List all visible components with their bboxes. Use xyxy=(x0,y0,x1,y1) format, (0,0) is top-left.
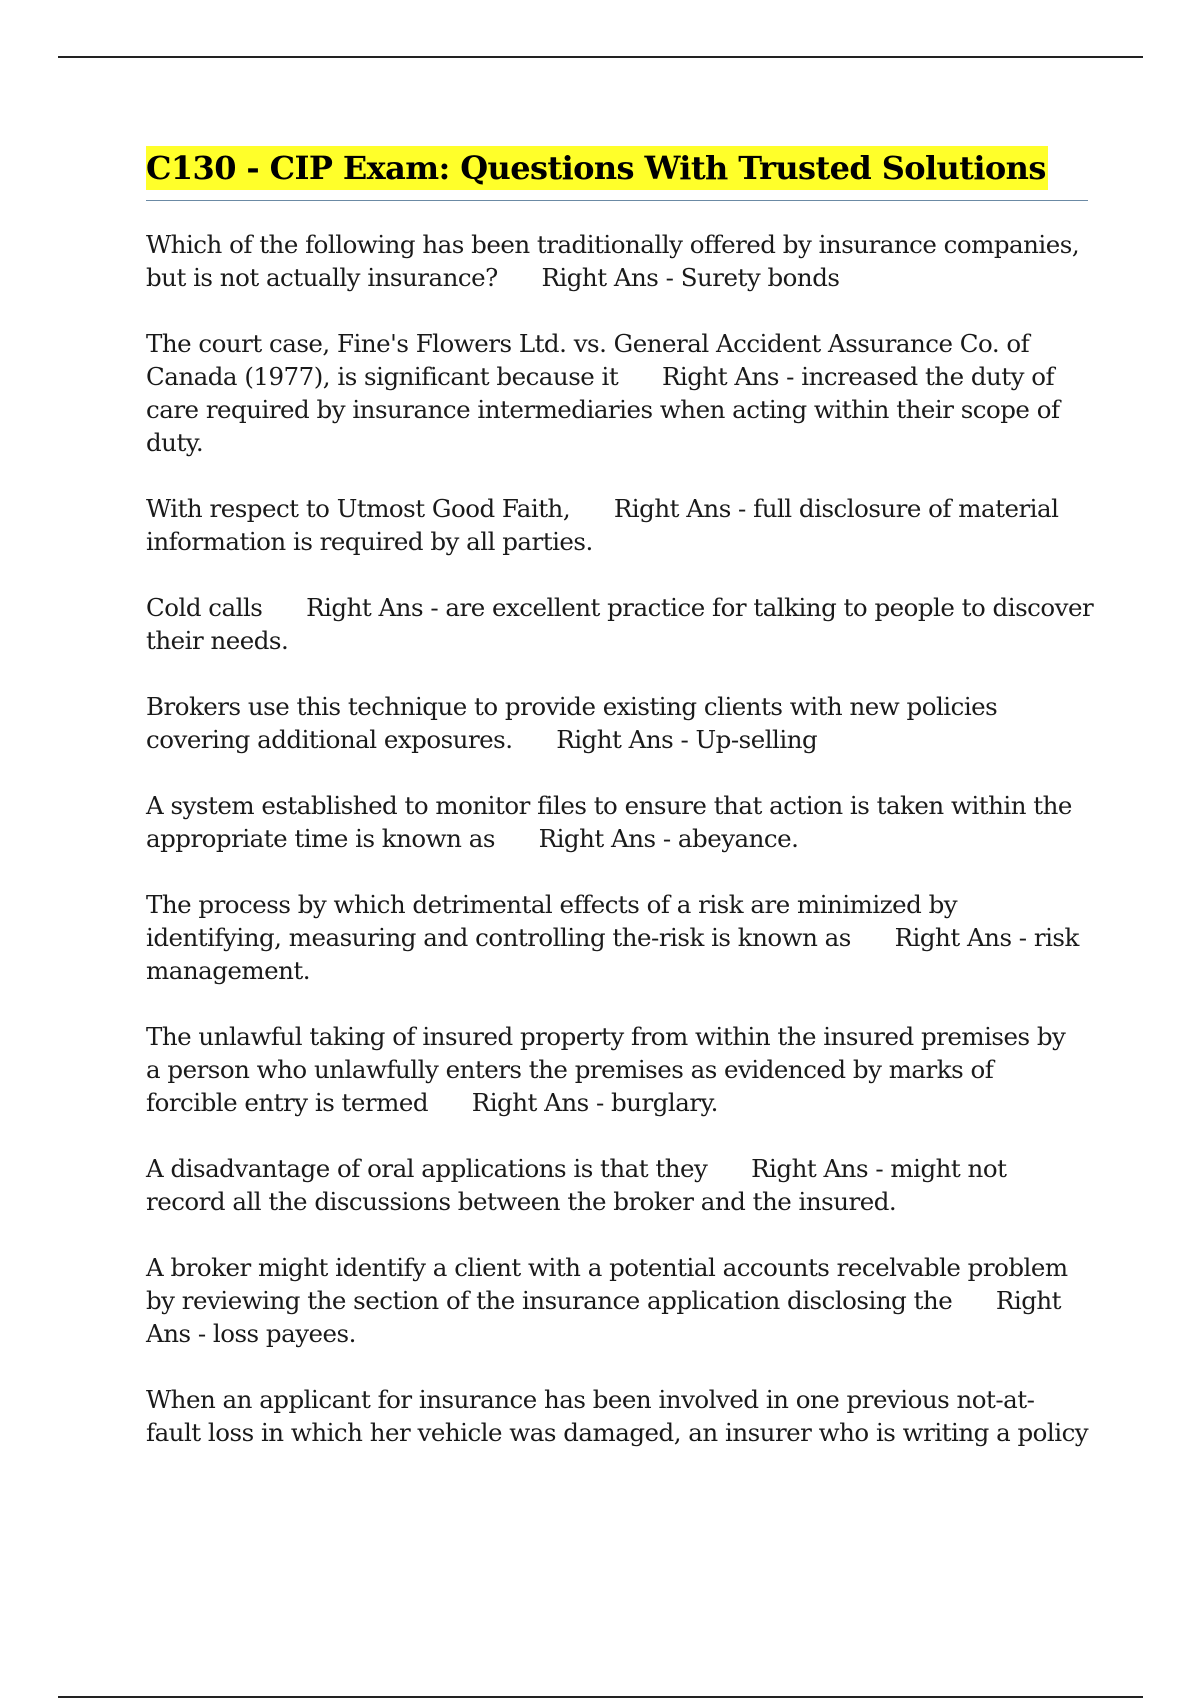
qa-item: Cold calls Right Ans - are excellent practice for talking to people to discover their needs. xyxy=(146,593,1094,655)
qa-item: A broker might identify a client with a potential accounts recelvable problem by reviewing the section of the insurance application disclosing the Right Ans - loss payees. xyxy=(146,1253,1068,1348)
qa-item: The process by which detrimental effects of a risk are minimized by identifying, measuring and controlling the-risk is known as Right Ans - risk management. xyxy=(146,890,1079,985)
title-block xyxy=(146,146,1088,201)
footer-rule xyxy=(58,1696,1143,1698)
document-body xyxy=(146,228,1096,1482)
page-title: C130 - CIP Exam: Questions With Trusted Solutions xyxy=(146,146,1048,190)
qa-item: With respect to Utmost Good Faith, Right Ans - full disclosure of material information is required by all parties. xyxy=(146,494,1059,556)
qa-item: The unlawful taking of insured property from within the insured premises by a person who unlawfully enters the premises as evidenced by marks of forcible entry is termed Right Ans - burglary. xyxy=(146,1022,1066,1117)
header-rule xyxy=(58,56,1143,58)
qa-item: The court case, Fine's Flowers Ltd. vs. General Accident Assurance Co. of Canada (1977), is significant because it Right Ans - increased the duty of care required by insurance intermediaries when acting within their scope of duty. xyxy=(146,329,1060,457)
qa-item: Brokers use this technique to provide existing clients with new policies covering additional exposures. Right Ans - Up-selling xyxy=(146,692,998,754)
qa-item: A system established to monitor files to ensure that action is taken within the appropriate time is known as Right Ans - abeyance. xyxy=(146,791,1072,853)
qa-item: Which of the following has been traditionally offered by insurance companies, but is not actually insurance? Right Ans - Surety bonds xyxy=(146,230,1080,292)
qa-item: A disadvantage of oral applications is that they Right Ans - might not record all the discussions between the broker and the insured. xyxy=(146,1154,1007,1216)
qa-item: When an applicant for insurance has been involved in one previous not-at- fault loss in which her vehicle was damaged, an insurer who is writing a policy xyxy=(146,1385,1089,1447)
